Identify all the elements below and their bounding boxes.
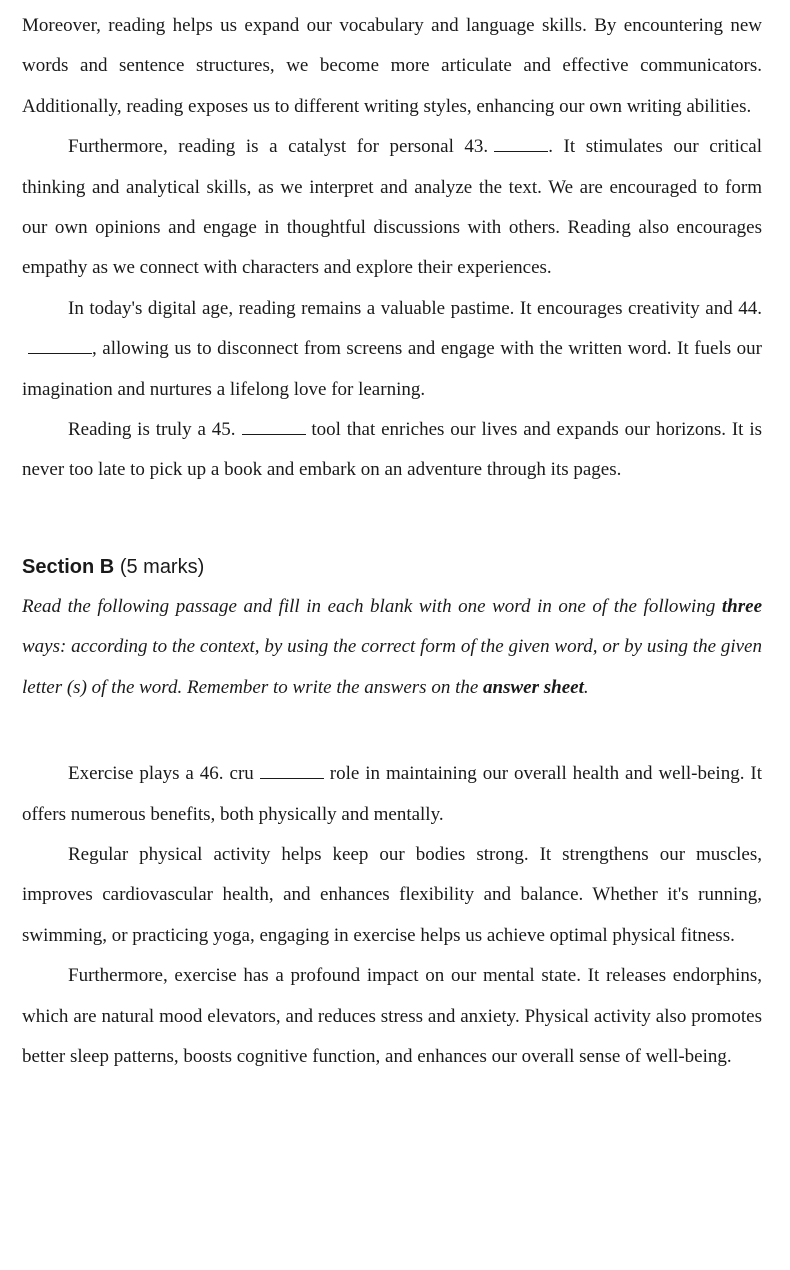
paragraph-catalyst	[22, 127, 762, 289]
blank-43[interactable]	[494, 137, 548, 152]
paragraph-catalyst-text-after: . It stimulates our critical thinking and analytical skills, as we interpret and analyze the text. We are encouraged to form our own opinions and engage in thoughtful discussions with others. Reading also encourages empathy as we connect with characters and explore their experiences.	[22, 136, 762, 279]
instructions-emphasis-three: three	[721, 595, 763, 617]
instructions-emphasis-answer-sheet: answer sheet	[483, 676, 584, 698]
paragraph-vocabulary: Moreover, reading helps us expand our vocabulary and language skills. By encountering new words and sentence structures, we become more articulate and effective communicators. Additionally, reading exposes us to different writing styles, enhancing our own writing abilities.	[22, 15, 762, 117]
blank-44[interactable]	[28, 339, 92, 354]
paragraph-exercise-role-text-before: Exercise plays a 46. cru	[68, 763, 254, 785]
instructions-part-1: Read the following passage and fill in each blank with one word in one of the following	[22, 595, 716, 617]
paragraph-digital-age-text-after: , allowing us to disconnect from screens and engage with the written word. It fuels our imagination and nurtures a lifelong love for learning.	[22, 338, 762, 400]
section-b-instructions	[22, 587, 762, 708]
paragraph-digital-age	[22, 289, 762, 410]
instructions-part-2: ways: according to the context, by using the correct form of the given word, or by using the given letter (s) of the word. Remember to write the answers on the	[22, 636, 762, 698]
section-b-spacer	[22, 708, 762, 754]
paragraph-exercise-role-text-after: role in maintaining our overall health and well-being. It offers numerous benefits, both physically and mentally.	[22, 763, 763, 825]
blank-46[interactable]	[260, 764, 324, 779]
paragraph-truly	[22, 410, 762, 491]
paragraph-catalyst-text-before: Furthermore, reading is a catalyst for personal 43.	[68, 136, 489, 158]
section-b-heading	[22, 547, 762, 587]
paragraph-physical-activity: Regular physical activity helps keep our bodies strong. It strengthens our muscles, improves cardiovascular health, and enhances flexibility and balance. Whether it's running, swimming, or practicing yoga, engaging in exercise helps us achieve optimal physical fitness.	[22, 843, 762, 946]
section-b	[22, 547, 762, 1077]
instructions-part-3: .	[583, 676, 589, 698]
paragraph-digital-age-text-before: In today's digital age, reading remains a valuable pastime. It encourages creativity and 44.	[68, 297, 762, 319]
paragraph-exercise-role	[22, 754, 762, 835]
paragraph-truly-text-after: tool that enriches our lives and expands our horizons. It is never too late to pick up a book and embark on an adventure through its pages.	[22, 419, 762, 481]
exam-page	[22, 6, 762, 1077]
paragraph-mental-state: Furthermore, exercise has a profound impact on our mental state. It releases endorphins, which are natural mood elevators, and reduces stress and anxiety. Physical activity also promotes better sleep patterns, boosts cognitive function, and enhances our overall sense of well-being.	[22, 965, 762, 1067]
section-b-marks: (5 marks)	[119, 555, 205, 578]
section-b-title: Section B	[22, 555, 115, 578]
blank-45[interactable]	[242, 420, 306, 435]
paragraph-truly-text-before: Reading is truly a 45.	[68, 419, 236, 441]
